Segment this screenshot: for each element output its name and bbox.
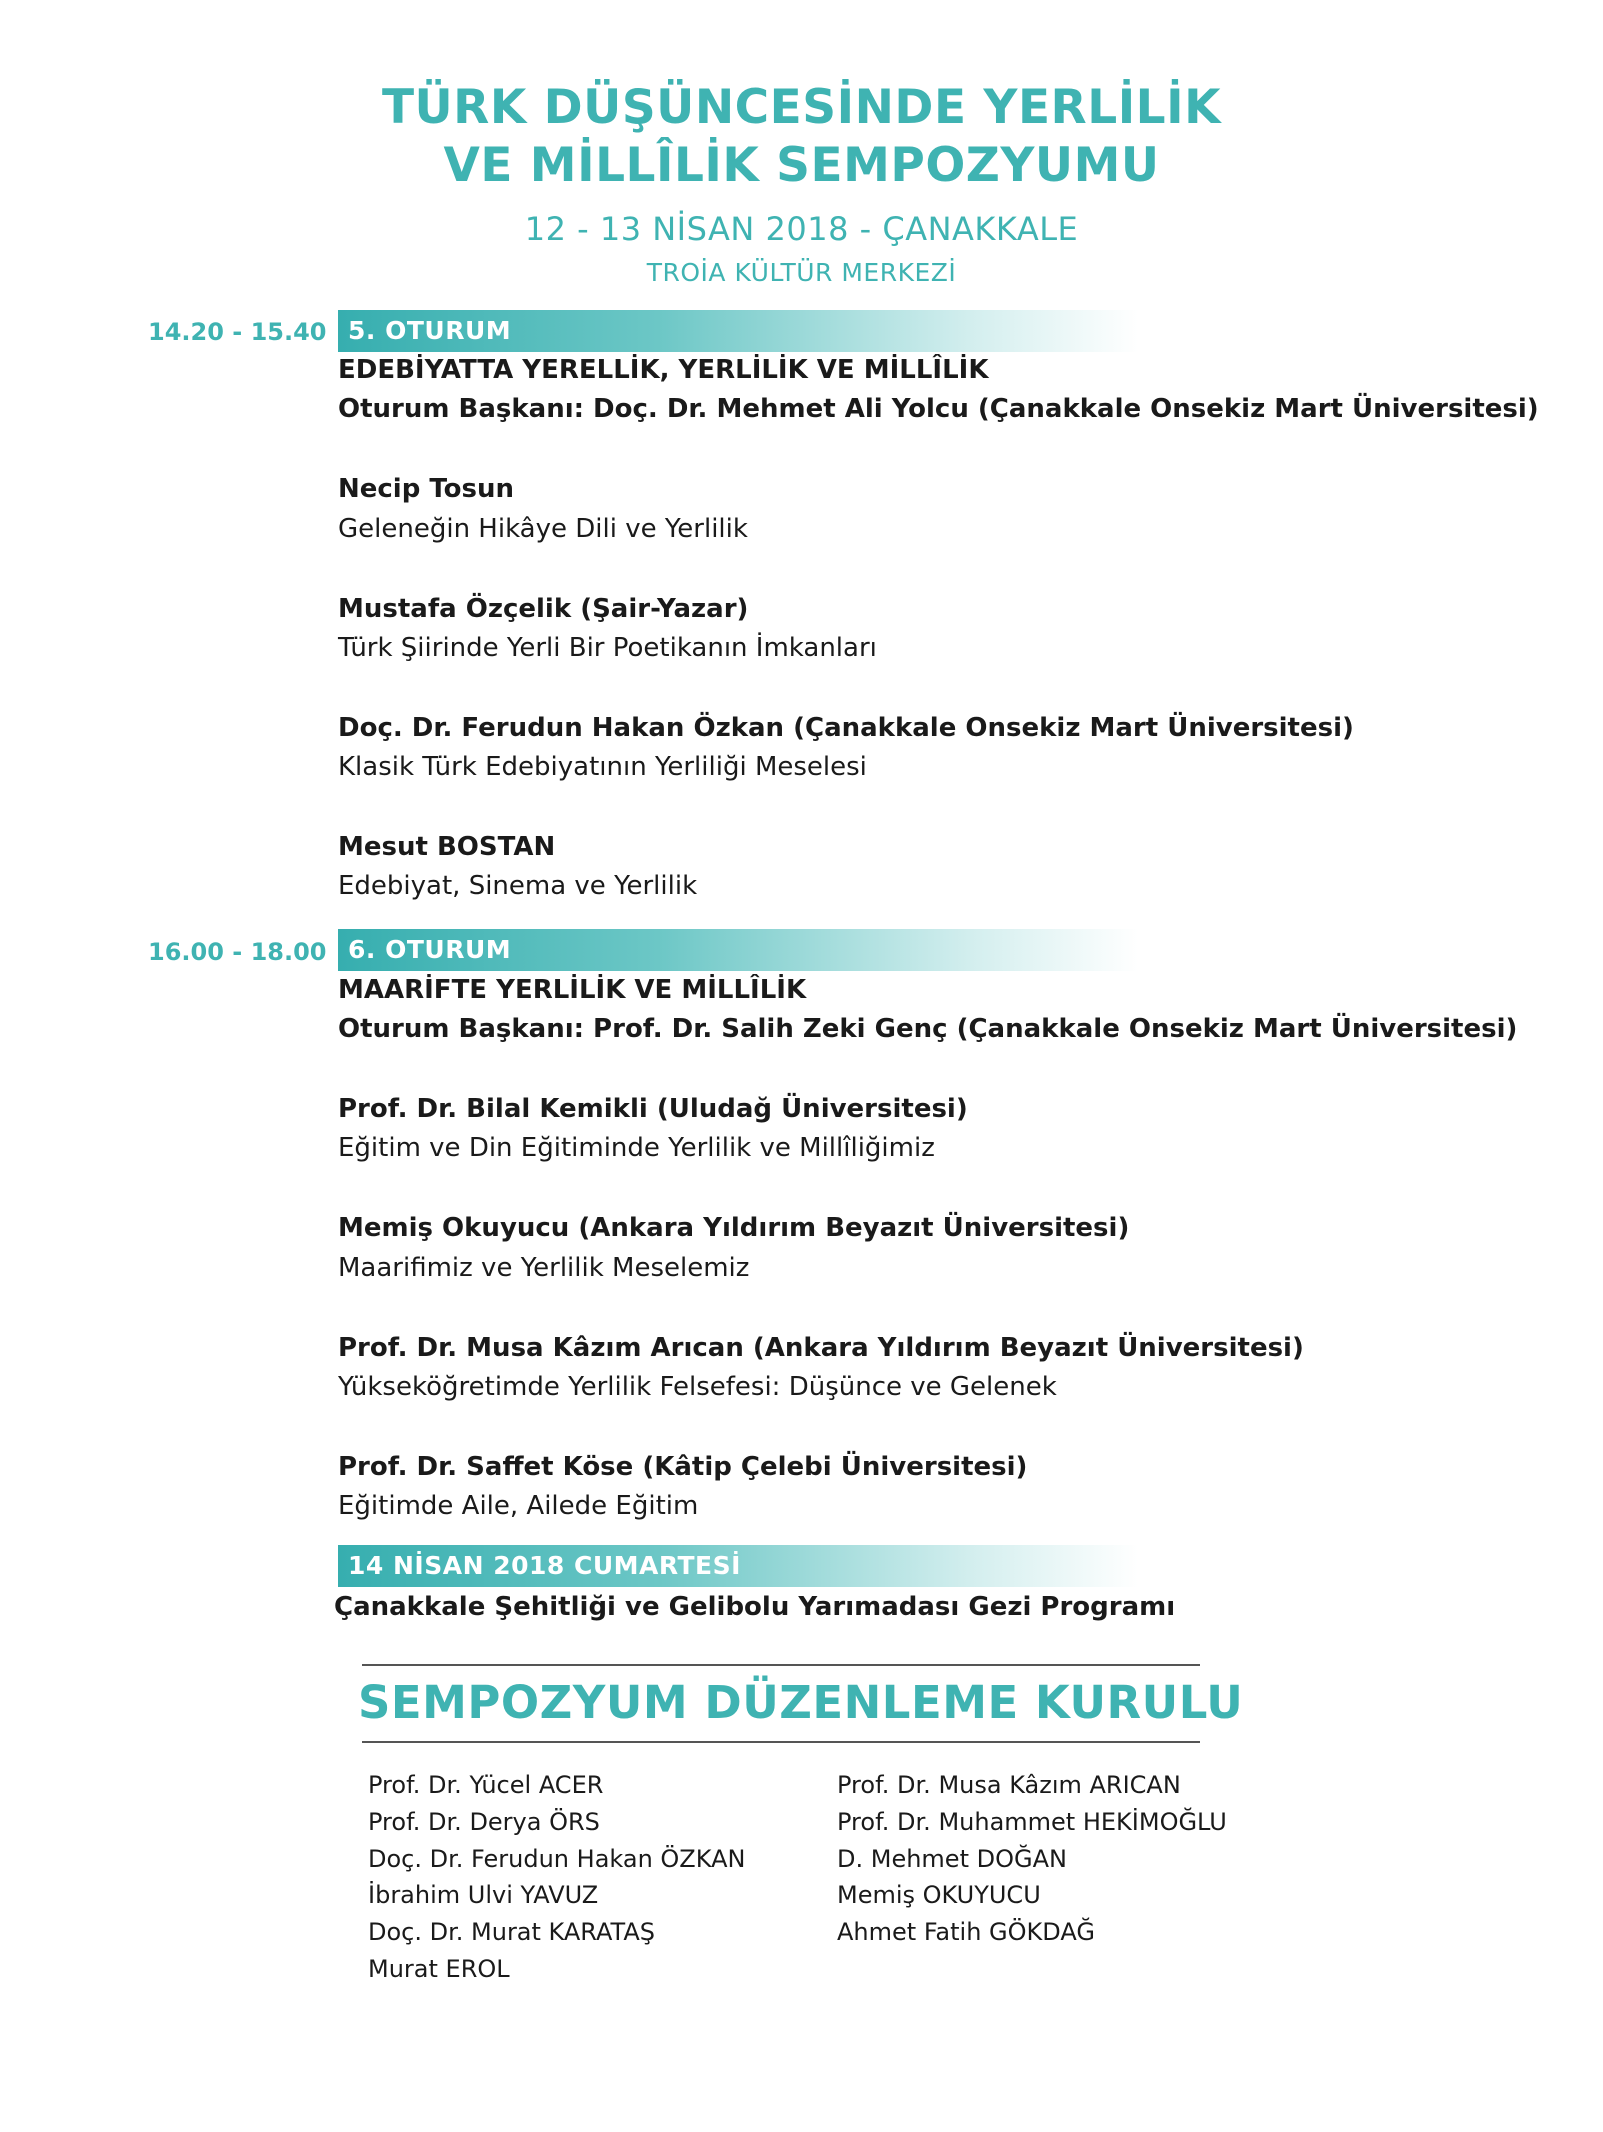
session6-time: 16.00 - 18.00 [148,938,327,966]
day3-label: 14 NİSAN 2018 CUMARTESİ [348,1551,741,1580]
session5-talk2-title: Türk Şiirinde Yerli Bir Poetikanın İmkanları [338,633,877,663]
committee-member: D. Mehmet DOĞAN [837,1845,1067,1873]
committee-top-rule [362,1664,1200,1666]
session5-chair: Oturum Başkanı: Doç. Dr. Mehmet Ali Yolcu (Çanakkale Onsekiz Mart Üniversitesi) [338,394,1539,424]
title-line-2: VE MİLLÎLİK SEMPOZYUMU [443,138,1160,193]
committee-member: Doç. Dr. Murat KARATAŞ [368,1918,655,1946]
session6-talk4-title: Eğitimde Aile, Ailede Eğitim [338,1491,699,1521]
date-place: 12 - 13 NİSAN 2018 - ÇANAKKALE [524,210,1079,248]
session6-talk2-speaker: Memiş Okuyucu (Ankara Yıldırım Beyazıt Üniversitesi) [338,1213,1130,1243]
committee-title: SEMPOZYUM DÜZENLEME KURULU [358,1676,1244,1729]
day3-bar [338,1545,1138,1587]
committee-member: Prof. Dr. Derya ÖRS [368,1808,600,1836]
committee-member: Prof. Dr. Muhammet HEKİMOĞLU [837,1808,1227,1836]
committee-member: İbrahim Ulvi YAVUZ [368,1881,599,1909]
committee-member: Prof. Dr. Musa Kâzım ARICAN [837,1771,1181,1799]
committee-member: Ahmet Fatih GÖKDAĞ [837,1918,1095,1946]
session5-talk2-speaker: Mustafa Özçelik (Şair-Yazar) [338,594,749,624]
committee-member: Memiş OKUYUCU [837,1881,1041,1909]
session6-talk1-title: Eğitim ve Din Eğitiminde Yerlilik ve Millîliğimiz [338,1133,935,1163]
session6-talk1-speaker: Prof. Dr. Bilal Kemikli (Uludağ Üniversitesi) [338,1094,968,1124]
session6-bar [338,929,1138,971]
session5-bar [338,310,1138,352]
committee-member: Prof. Dr. Yücel ACER [368,1771,604,1799]
session5-talk1-title: Geleneğin Hikâye Dili ve Yerlilik [338,514,748,544]
committee-member: Murat EROL [368,1955,510,1983]
session6-chair: Oturum Başkanı: Prof. Dr. Salih Zeki Genç (Çanakkale Onsekiz Mart Üniversitesi) [338,1014,1518,1044]
day3-program: Çanakkale Şehitliği ve Gelibolu Yarımadası Gezi Programı [334,1592,1176,1622]
session5-talk4-speaker: Mesut BOSTAN [338,832,556,862]
session5-talk1-speaker: Necip Tosun [338,474,515,504]
session6-talk2-title: Maarifimiz ve Yerlilik Meselemiz [338,1253,750,1283]
session5-time: 14.20 - 15.40 [148,318,327,346]
session5-talk3-speaker: Doç. Dr. Ferudun Hakan Özkan (Çanakkale Onsekiz Mart Üniversitesi) [338,713,1354,743]
session6-talk3-title: Yükseköğretimde Yerlilik Felsefesi: Düşünce ve Gelenek [338,1372,1057,1402]
session6-talk4-speaker: Prof. Dr. Saffet Köse (Kâtip Çelebi Üniversitesi) [338,1452,1028,1482]
session6-label: 6. OTURUM [348,935,512,964]
session5-talk4-title: Edebiyat, Sinema ve Yerlilik [338,871,698,901]
title-line-1: TÜRK DÜŞÜNCESİNDE YERLİLİK [381,80,1222,135]
session5-talk3-title: Klasik Türk Edebiyatının Yerliliği Meselesi [338,752,867,782]
session6-topic: MAARİFTE YERLİLİK VE MİLLÎLİK [338,975,807,1005]
session6-talk3-speaker: Prof. Dr. Musa Kâzım Arıcan (Ankara Yıldırım Beyazıt Üniversitesi) [338,1333,1304,1363]
committee-bottom-rule [362,1741,1200,1743]
session5-topic: EDEBİYATTA YERELLİK, YERLİLİK VE MİLLÎLİK [338,355,989,385]
session5-label: 5. OTURUM [348,316,512,345]
venue: TROİA KÜLTÜR MERKEZİ [646,258,957,287]
committee-member: Doç. Dr. Ferudun Hakan ÖZKAN [368,1845,746,1873]
